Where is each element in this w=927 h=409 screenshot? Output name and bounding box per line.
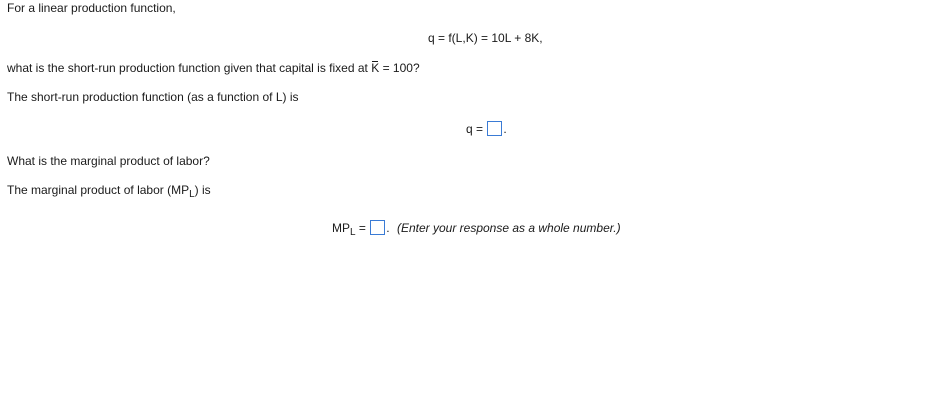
mpl-label-sub: L — [189, 189, 195, 200]
mpl-answer-input[interactable] — [370, 220, 385, 235]
mpl-answer-row — [332, 220, 621, 237]
mpl-label-prefix: The marginal product of labor (MP — [7, 183, 190, 197]
mpl-hint: (Enter your response as a whole number.) — [396, 221, 621, 235]
short-run-question — [7, 61, 420, 75]
capital-symbol-bar: K — [371, 61, 380, 75]
mpl-eq-equals: = — [358, 221, 366, 235]
capital-value: = 100? — [382, 61, 420, 75]
mpl-eq-sub: L — [350, 227, 356, 238]
mpl-label-suffix: ) is — [194, 183, 211, 197]
mpl-suffix: . — [386, 221, 390, 235]
short-run-answer-row — [466, 121, 507, 136]
q-suffix: . — [503, 122, 507, 136]
production-function-equation: q = f(L,K) = 10L + 8K, — [428, 31, 543, 45]
mpl-label — [7, 183, 211, 199]
short-run-label: The short-run production function (as a function of L) is — [7, 90, 299, 104]
mpl-question: What is the marginal product of labor? — [7, 154, 210, 168]
q-equals-label: q = — [466, 122, 484, 136]
short-run-answer-input[interactable] — [487, 121, 502, 136]
intro-text: For a linear production function, — [7, 1, 176, 15]
mpl-eq-prefix: MP — [332, 221, 350, 235]
short-run-question-text: what is the short-run production function given that capital is fixed at — [7, 61, 368, 75]
